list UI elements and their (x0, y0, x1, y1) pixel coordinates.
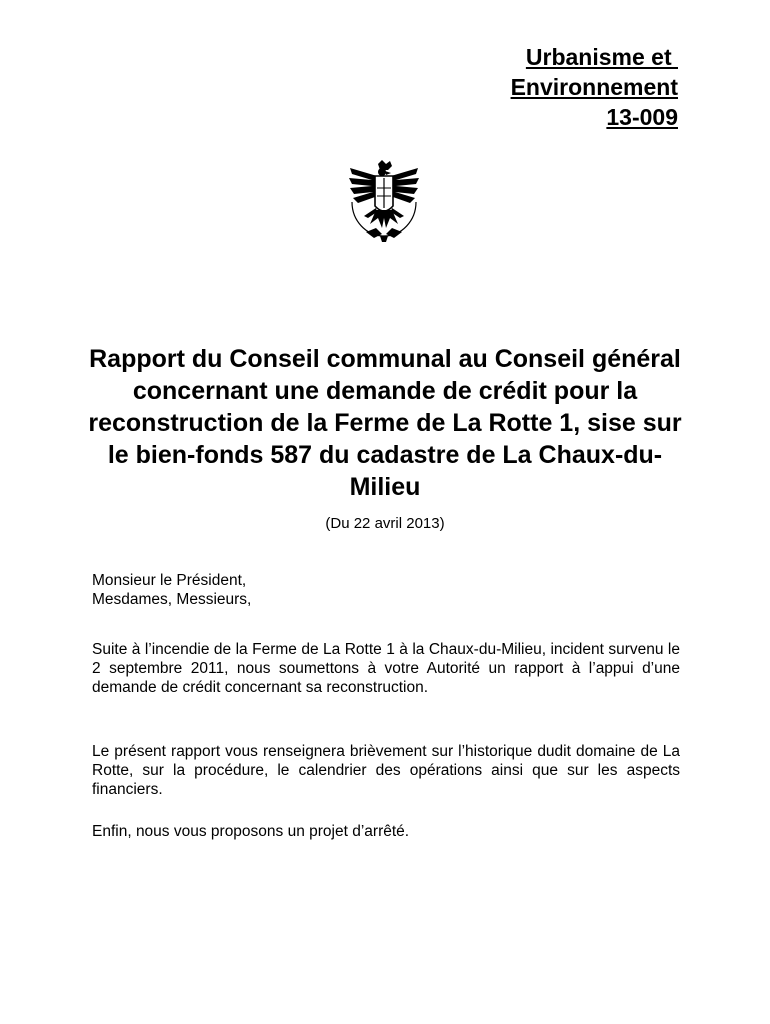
department-line-2: Environnement (510, 74, 678, 100)
salutation-line-2: Mesdames, Messieurs, (92, 591, 252, 608)
paragraph-closing: Enfin, nous vous proposons un projet d’arrêté. (92, 823, 410, 840)
paragraph-intro: Suite à l’incendie de la Ferme de La Rotte 1 à la Chaux-du-Milieu, incident survenu le 2 septembre 2011, nous soumettons à votre Autorité un rapport à l’appui d’une demande de crédit concernant sa reconstruction. (92, 641, 680, 696)
department-reference (511, 42, 678, 132)
eagle-coat-of-arms-icon (346, 158, 422, 244)
salutation (92, 571, 680, 609)
salutation-line-1: Monsieur le Président, (92, 572, 247, 589)
report-date: (Du 22 avril 2013) (325, 515, 445, 532)
report-title: Rapport du Conseil communal au Conseil général concernant une demande de crédit pour la reconstruction de la Ferme de La Rotte 1, sise sur le bien-fonds 587 du cadastre de La Chaux-du-Milieu (88, 345, 682, 501)
paragraph-overview: Le présent rapport vous renseignera brièvement sur l’historique dudit domaine de La Rotte, sur la procédure, le calendrier des opérations ainsi que sur les aspects financiers. (92, 743, 680, 798)
report-number: 13-009 (606, 104, 678, 130)
department-line-1: Urbanisme et (525, 44, 678, 70)
